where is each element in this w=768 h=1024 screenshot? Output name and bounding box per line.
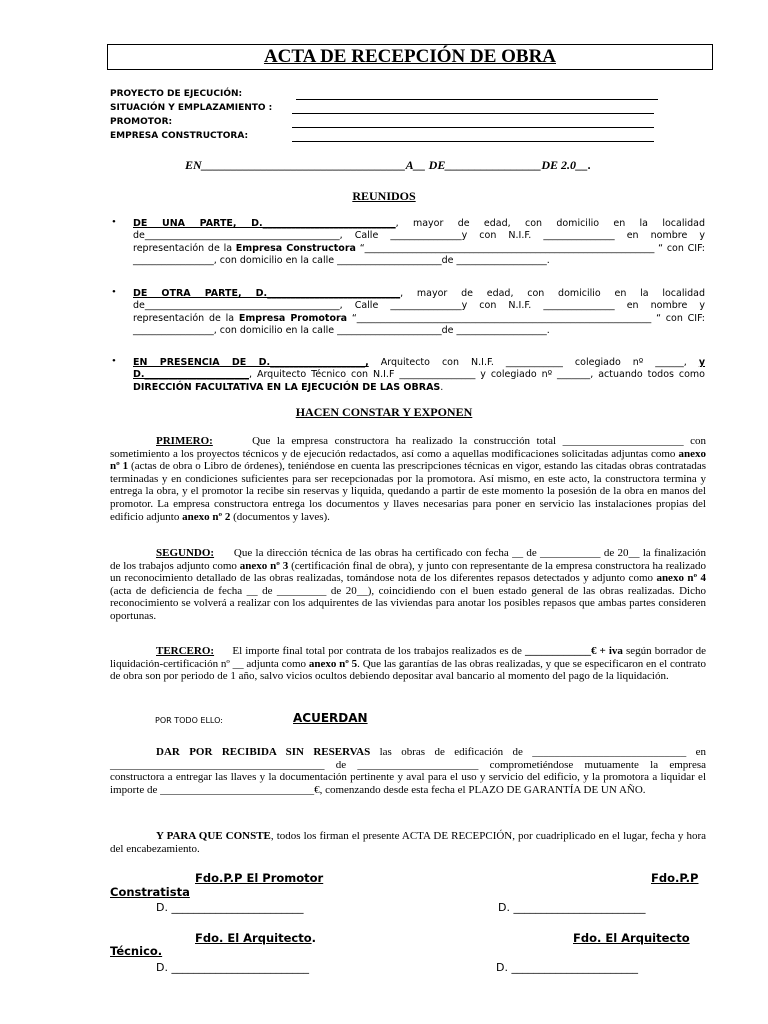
- title-box: [107, 44, 713, 70]
- signature-tecnico-name-line: D. _______________________: [496, 961, 638, 974]
- document-title: ACTA DE RECEPCIÓN DE OBRA: [263, 46, 557, 67]
- bullet-1: •: [112, 216, 116, 228]
- party-promotora-firm: Empresa Promotora: [238, 312, 348, 324]
- party-constructora-cif: “_____________________________________________________________ “ con CIF: _________________, con domicilio en la calle ______________________de ___________________.: [133, 242, 705, 266]
- party-promotora-text: , mayor de edad, con domicilio en la localidad de_________________________________________, Calle _______________y con N.I.F. _______________ en nombre y representación de la: [133, 288, 705, 324]
- acuerdan-heading: ACUERDAN: [293, 711, 368, 725]
- tercero-paragraph: TERCERO: El importe final total por contrata de los trabajos realizados es de ____________€ + iva según borrador de liquidación-certificación nº __ adjunta como anexo nº 5. Que las garantías de las obras realizadas, y que se especificaron en el contrato de obra son por periodo de 1 año, salvo vicios ocultos debiendo depositar aval bancario al momento del pago de la liquidación.: [110, 645, 706, 683]
- signature-tecnico-label: Técnico.: [110, 944, 163, 958]
- party-direccion-yd: y D.______________________: [133, 357, 706, 381]
- primero-paragraph: PRIMERO: Que la empresa constructora ha realizado la construcción total ______________________ con sometimiento a los proyectos técnicos y de ejecución redactados, así como a aquellas modificaciones solicitadas adjuntas como anexo nº 1 (actas de obra o Libro de órdenes), teniéndose en cuenta las prescripciones técnicas en vigor, estando las citadas obras contratadas terminadas y en condiciones suficientes para ser recepcionadas por la promotora. Así mismo, en este acto, la constructora termina y entrega la obra, y el promotor la recibe sin reservas y liquida, quedando a partir de este momento la posesión de la obra en manos del promotor. La empresa constructora entrega los documentos y llaves necesarias para poner en servicio las instalaciones propias del edificio adjunto anexo nº 2 (documentos y laves).: [110, 435, 707, 523]
- signature-promotor-name-line: D. ________________________: [156, 901, 304, 914]
- party-direccion-lead: EN PRESENCIA DE D.____________________,: [133, 357, 369, 368]
- para-que-conste-keyword: Y PARA QUE CONSTE: [156, 830, 271, 842]
- para-que-conste-paragraph: Y PARA QUE CONSTE, todos los firman el presente ACTA DE RECEPCIÓN, por cuadriplicado en el lugar, fecha y hora del encabezamiento.: [110, 830, 706, 855]
- party-constructora-lead: DE UNA PARTE, D.____________________________: [133, 218, 396, 229]
- signature-arquitecto-block: Fdo. El Arquitecto.: [195, 931, 316, 945]
- party-promotora-lead: DE OTRA PARTE, D.____________________________: [133, 288, 401, 299]
- party-promotora-cif: “______________________________________________________________ “ con CIF: _________________, con domicilio en la calle ______________________de ___________________.: [133, 312, 705, 336]
- party-direccion: EN PRESENCIA DE D.____________________, Arquitecto con N.I.F. ____________ colegiado nº ______, y D.______________________, Arquitecto Técnico con N.I.F ________________ y colegiado nº _______, actuando todos como DIRECCIÓN FACULTATIVA EN LA EJECUCIÓN DE LAS OBRAS.: [133, 357, 706, 393]
- signature-arquitecto-label: Fdo. El Arquitecto: [195, 931, 312, 945]
- header-situacion-label: SITUACIÓN Y EMPLAZAMIENTO :: [110, 103, 273, 113]
- header-promotor-label: PROMOTOR:: [110, 117, 173, 127]
- por-todo-ello-label: POR TODO ELLO:: [155, 716, 223, 725]
- promotor-blank-line: [292, 127, 654, 128]
- importe-total: ____________€ + iva: [524, 645, 623, 657]
- signature-constratista-name-line: D. ________________________: [498, 901, 646, 914]
- empresa-blank-line: [292, 141, 654, 142]
- party-constructora: [133, 218, 705, 267]
- signature-arquitecto-tecnico-label: Fdo. El Arquitecto: [573, 931, 690, 945]
- reunidos-heading: REUNIDOS: [352, 189, 416, 203]
- dar-por-recibida-keyword: DAR POR RECIBIDA SIN RESERVAS: [156, 746, 371, 758]
- party-constructora-text: , mayor de edad, con domicilio en la localidad de_________________________________________, Calle _______________y con N.I.F. _______________ en nombre y representación de la: [133, 218, 705, 254]
- header-proyecto-label: PROYECTO DE EJECUCIÓN:: [110, 89, 243, 99]
- party-promotora: [133, 288, 705, 337]
- signature-constratista-label: Constratista: [110, 885, 190, 899]
- place-date-line: EN__________________________________A__ DE________________DE 2.0__.: [185, 158, 592, 172]
- bullet-2: •: [112, 286, 116, 298]
- party-constructora-firm: Empresa Constructora: [235, 242, 356, 254]
- signature-promotor-label: Fdo.P.P El Promotor: [195, 871, 324, 885]
- situacion-blank-line: [292, 113, 654, 114]
- direccion-facultativa: DIRECCIÓN FACULTATIVA EN LA EJECUCIÓN DE LAS OBRAS: [133, 381, 441, 393]
- segundo-paragraph: SEGUNDO: Que la dirección técnica de las obras ha certificado con fecha __ de ___________ de 20__ la finalización de los trabajos adjunto como anexo nº 3 (certificación final de obra), y junto con representante de la empresa constructora ha realizado un reconocimiento detallado de las obras realizadas, tomándose nota de los diferentes repasos detectados y adjunto como anexo nº 4 (acta de deficiencia de fecha __ de _________ de 20__), coincidiendo con el buen estado general de las obras realizadas. Dicho reconocimiento se volverá a realizar con los adquirentes de las viviendas para anotar los posibles repasos que ambas partes consideren oportunas.: [110, 547, 707, 622]
- hacen-constar-heading: HACEN CONSTAR Y EXPONEN: [295, 405, 473, 419]
- signature-arquitecto-name-line: D. _________________________: [156, 961, 309, 974]
- bullet-3: •: [112, 355, 116, 367]
- primero-keyword: PRIMERO:: [156, 435, 213, 447]
- segundo-keyword: SEGUNDO:: [156, 547, 215, 559]
- header-empresa-label: EMPRESA CONSTRUCTORA:: [110, 131, 249, 141]
- tercero-keyword: TERCERO:: [156, 645, 215, 657]
- proyecto-blank-line: [296, 99, 658, 100]
- dar-por-recibida-paragraph: DAR POR RECIBIDA SIN RESERVAS las obras de edificación de ____________________________ en _______________________________________ de ______________________ comprometiéndose mutuamente la empresa constructora a entregar las llaves y la documentación pertinente y aval para el uso y servicio del edificio, y la promotora a liquidar el importe de ____________________________€, comenzando desde esta fecha el PLAZO DE GARANTÍA DE UN AÑO.: [110, 746, 706, 796]
- signature-fdopp-label: Fdo.P.P: [651, 871, 699, 885]
